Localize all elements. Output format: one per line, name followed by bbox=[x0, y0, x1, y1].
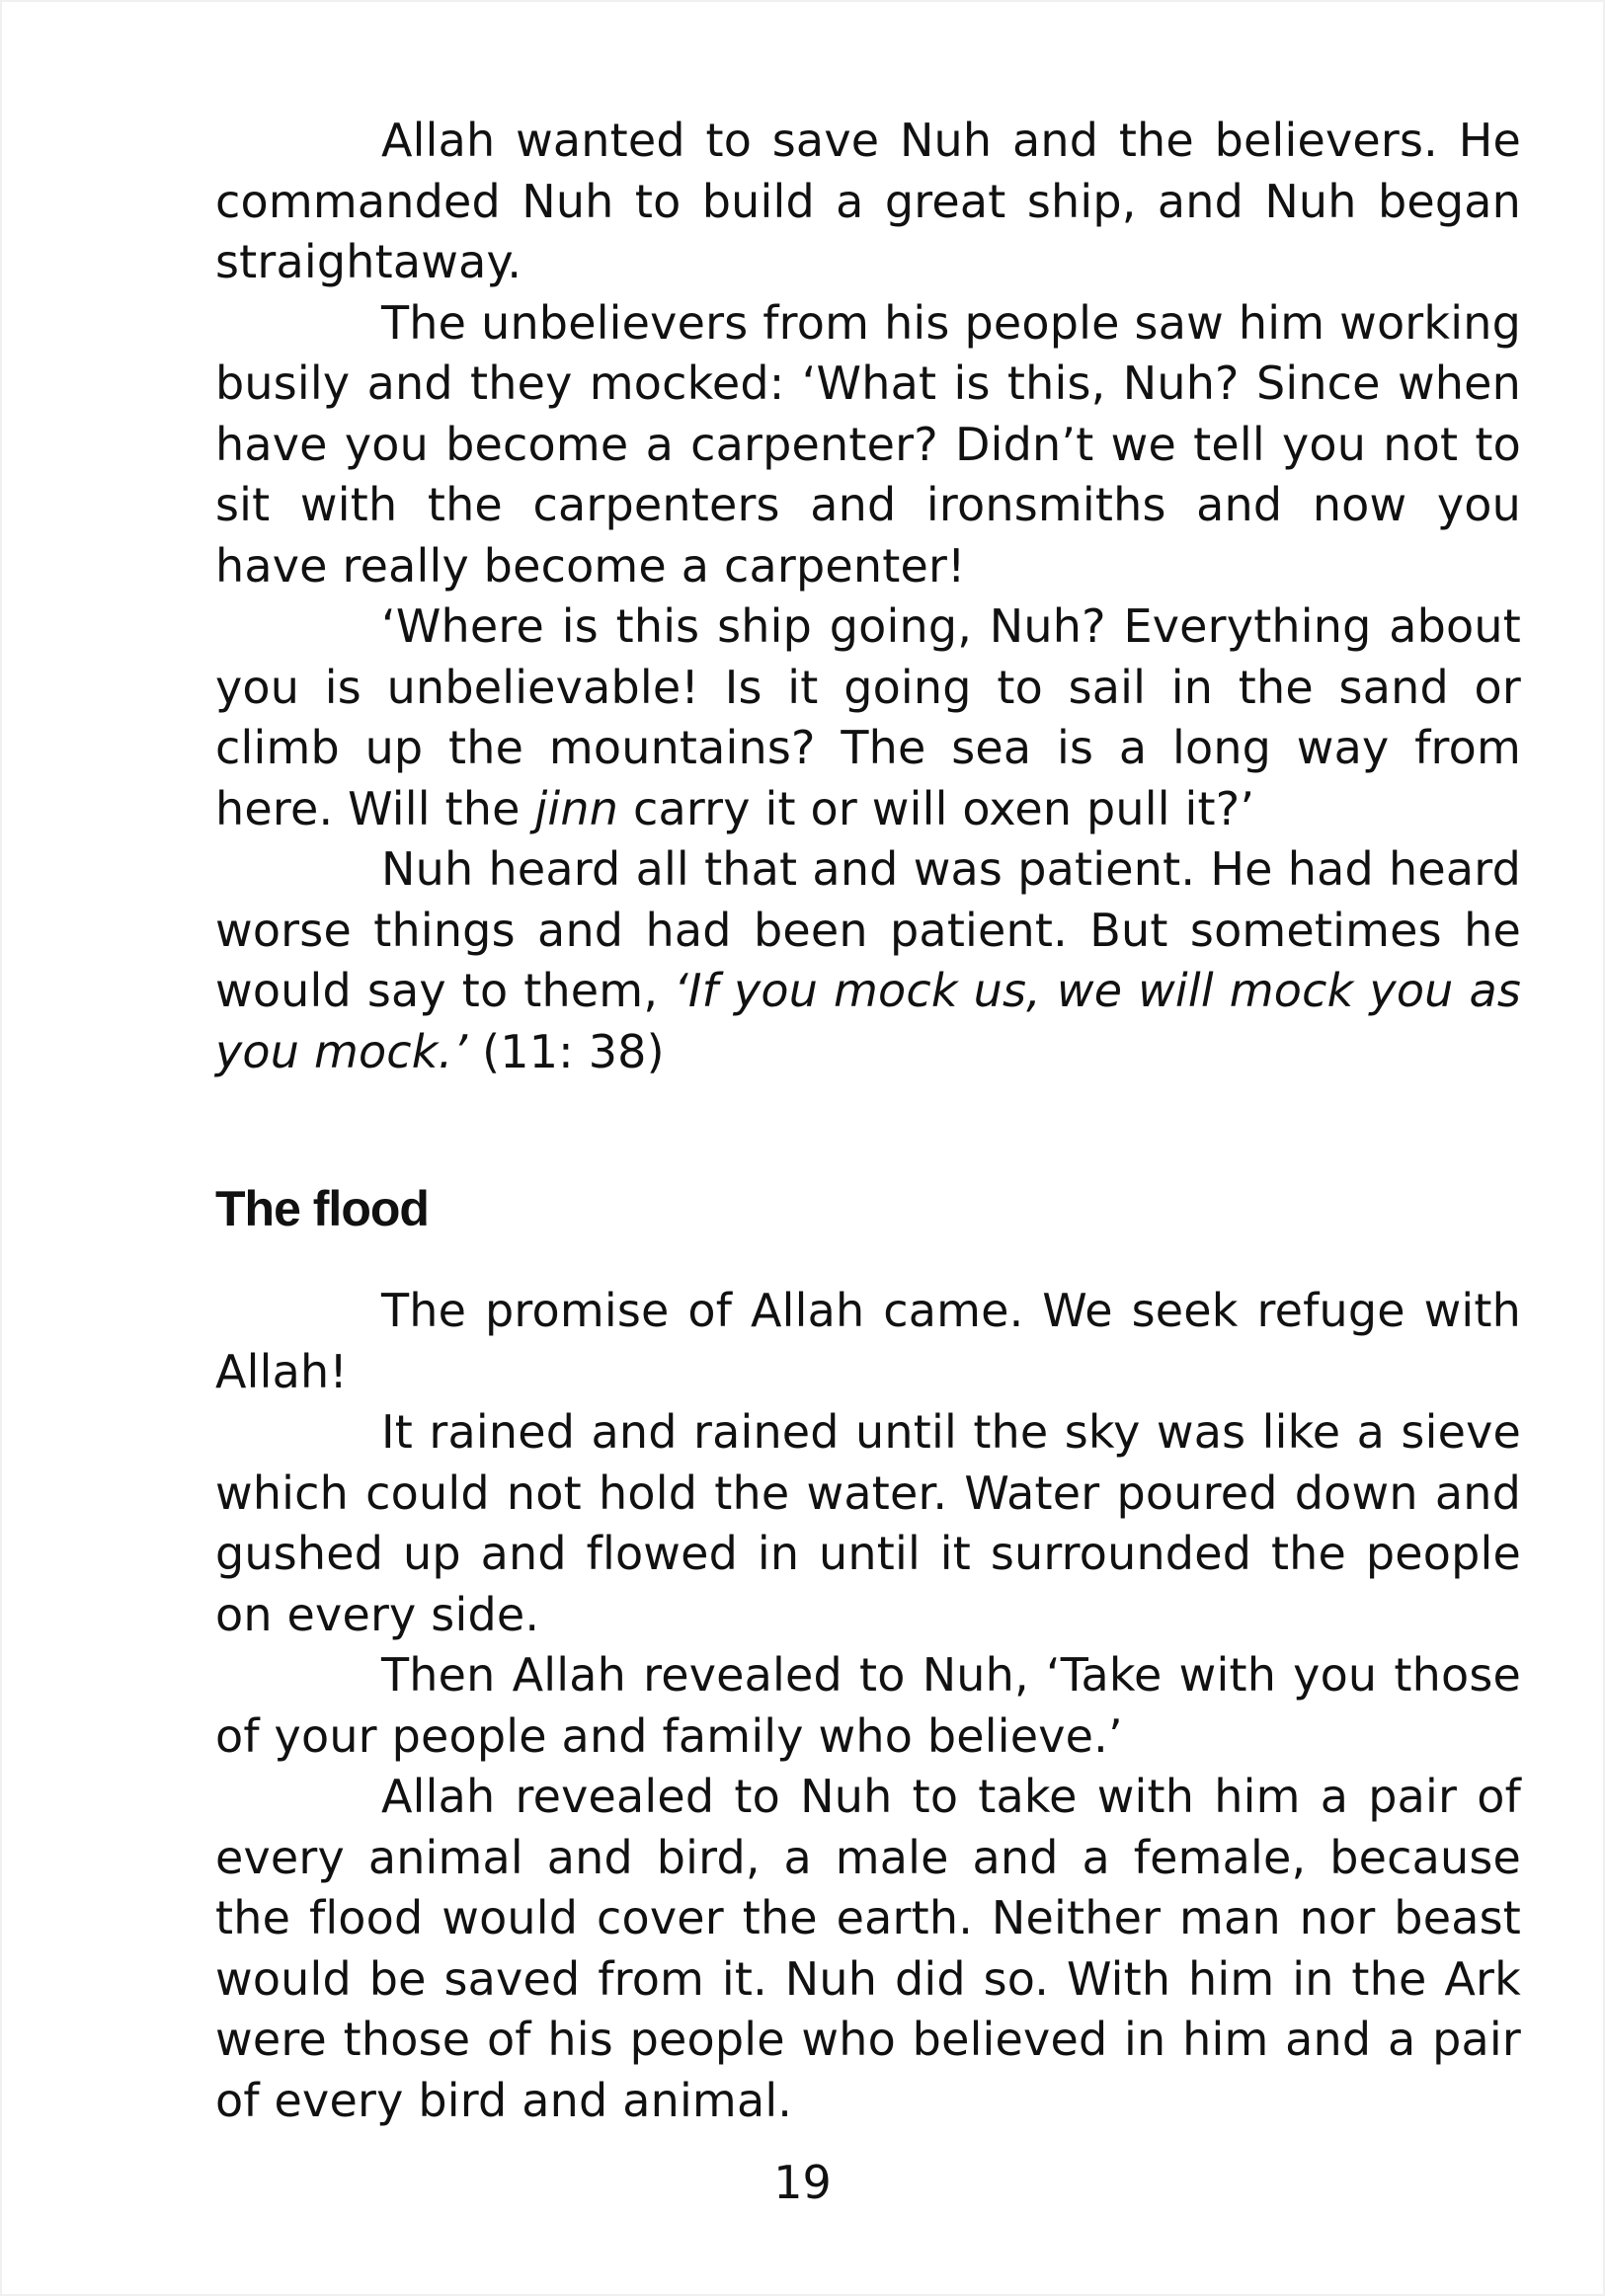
section-the-flood bbox=[215, 1281, 1521, 2131]
section-heading: The flood bbox=[215, 1181, 429, 1236]
text-run: carry it or will oxen pull it?’ bbox=[618, 781, 1255, 835]
paragraph: Then Allah revealed to Nuh, ‘Take with you those of your people and family who believe.’ bbox=[215, 1648, 1521, 1763]
paragraph: Allah revealed to Nuh to take with him a pair of every animal and bird, a male and a female, because the flood would cover the earth. Neither man nor beast would be saved from it. Nuh did so. With him in the Ark were those of his people who believed in him and a pair of every bird and animal. bbox=[215, 1770, 1521, 2127]
text-run: ‘Where is this ship going, Nuh? Everything about you is unbelievable! Is it going to sail in the sand or climb up the mountains? The sea is a long way from here. Will the bbox=[215, 599, 1521, 835]
page-number: 19 bbox=[773, 2156, 832, 2209]
paragraph bbox=[215, 596, 1521, 839]
page-body bbox=[215, 111, 1521, 2127]
quran-quote: ‘If you mock us, we will mock you as you mock.’ bbox=[215, 964, 1521, 1078]
paragraph: The promise of Allah came. We seek refuge with Allah! bbox=[215, 1284, 1521, 1398]
paragraph: The unbelievers from his people saw him working busily and they mocked: ‘What is this, Nuh? Since when have you become a carpenter? Didn’t we tell you not to sit with the carpenters and ironsmiths and now you have really become a carpenter! bbox=[215, 295, 1521, 593]
verse-reference: (11: 38) bbox=[467, 1024, 665, 1078]
paragraph bbox=[215, 839, 1521, 1082]
italic-word: jinn bbox=[534, 781, 619, 835]
paragraph: It rained and rained until the sky was like a sieve which could not hold the water. Water poured down and gushed up and flowed in until it surrounded the people on every side. bbox=[215, 1405, 1521, 1641]
section-nuh-ship bbox=[215, 111, 1521, 1082]
text-run: Nuh heard all that and was patient. He had heard worse things and had been patient. But sometimes he would say to them, bbox=[215, 842, 1521, 1017]
paragraph: Allah wanted to save Nuh and the believers. He commanded Nuh to build a great ship, and Nuh began straightaway. bbox=[215, 114, 1521, 288]
